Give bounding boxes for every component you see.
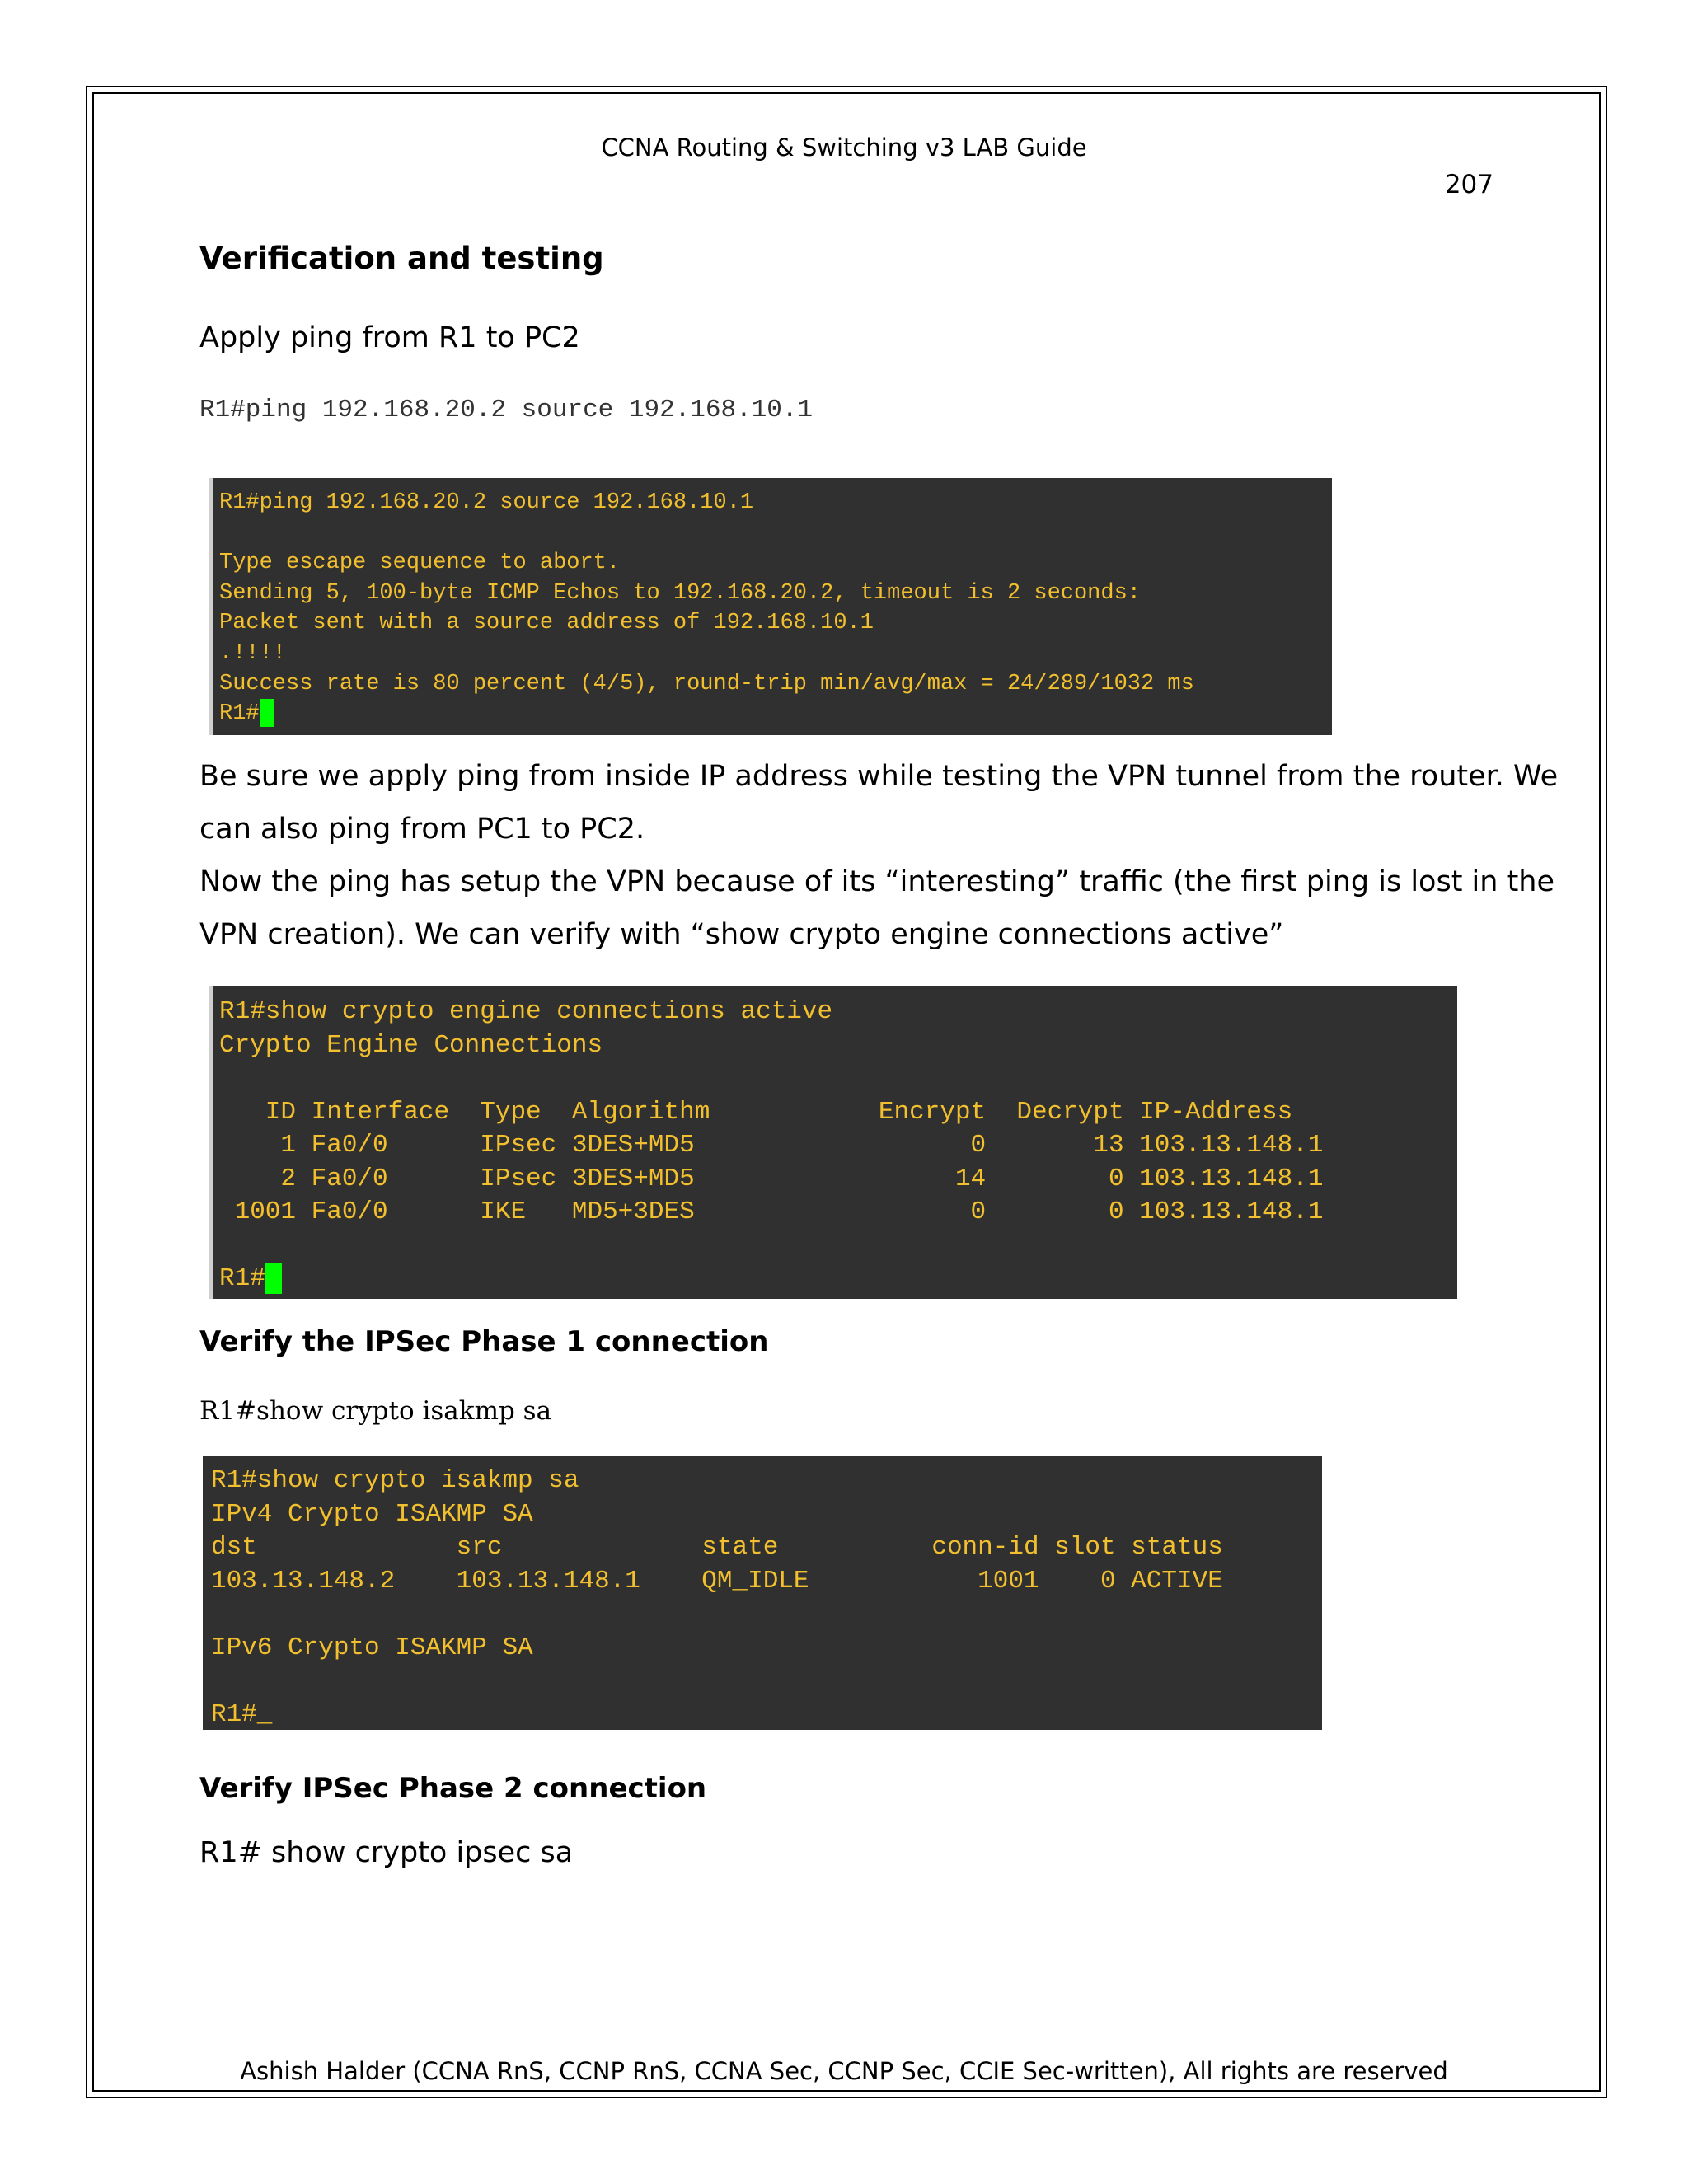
isakmp-command: R1#show crypto isakmp sa (199, 1396, 552, 1426)
terminal-ping-output (209, 478, 1332, 735)
section-heading-phase2: Verify IPSec Phase 2 connection (199, 1772, 707, 1805)
terminal-line: 1001 Fa0/0 IKE MD5+3DES 0 0 103.13.148.1 (219, 1197, 1324, 1226)
terminal-line: dst src state conn-id slot status (211, 1533, 1223, 1562)
intro-text: Apply ping from R1 to PC2 (199, 321, 580, 354)
terminal-line: 2 Fa0/0 IPsec 3DES+MD5 14 0 103.13.148.1 (219, 1164, 1324, 1193)
running-header: CCNA Routing & Switching v3 LAB Guide (601, 134, 1087, 162)
terminal-prompt: R1# (219, 1264, 265, 1293)
terminal-prompt: R1# (219, 701, 260, 727)
paragraph-line: Be sure we apply ping from inside IP address while testing the VPN tunnel from the router. We (199, 760, 1559, 793)
terminal-cursor (265, 1263, 282, 1294)
terminal-ping-lines (213, 478, 1332, 729)
terminal-line: ID Interface Type Algorithm Encrypt Decrypt IP-Address (219, 1097, 1293, 1127)
terminal-crypto-lines (213, 986, 1457, 1296)
footer-copyright: Ashish Halder (CCNA RnS, CCNP RnS, CCNA Sec, CCNP Sec, CCIE Sec-written), All rights are reserved (240, 2057, 1448, 2085)
ping-command: R1#ping 192.168.20.2 source 192.168.10.1 (199, 396, 814, 424)
paragraph-line: Now the ping has setup the VPN because of its “interesting” traffic (the first ping is lost in the (199, 865, 1555, 898)
terminal-isakmp-lines (203, 1456, 1322, 1732)
page-number: 207 (1444, 170, 1493, 199)
terminal-line: Crypto Engine Connections (219, 1030, 603, 1060)
terminal-line: Type escape sequence to abort. (219, 551, 621, 576)
ipsec-command: R1# show crypto ipsec sa (199, 1836, 574, 1869)
terminal-line: IPv4 Crypto ISAKMP SA (211, 1499, 533, 1529)
terminal-isakmp-sa (203, 1456, 1322, 1730)
terminal-line: IPv6 Crypto ISAKMP SA (211, 1633, 533, 1662)
terminal-line: .!!!! (219, 640, 287, 666)
terminal-line: R1#show crypto engine connections active (219, 997, 833, 1026)
section-heading-phase1: Verify the IPSec Phase 1 connection (199, 1325, 769, 1358)
paragraph-line: can also ping from PC1 to PC2. (199, 813, 645, 846)
terminal-line: Packet sent with a source address of 192.168.10.1 (219, 611, 874, 636)
terminal-crypto-engine (209, 986, 1457, 1299)
terminal-line: 103.13.148.2 103.13.148.1 QM_IDLE 1001 0 ACTIVE (211, 1566, 1223, 1596)
terminal-line: 1 Fa0/0 IPsec 3DES+MD5 0 13 103.13.148.1 (219, 1131, 1324, 1160)
terminal-line: Success rate is 80 percent (4/5), round-trip min/avg/max = 24/289/1032 ms (219, 671, 1194, 696)
terminal-line: R1#ping 192.168.20.2 source 192.168.10.1 (219, 490, 754, 515)
terminal-line: Sending 5, 100-byte ICMP Echos to 192.168.20.2, timeout is 2 seconds: (219, 580, 1141, 606)
terminal-cursor (260, 699, 274, 727)
section-heading-verification: Verification and testing (199, 241, 604, 276)
terminal-line: R1#show crypto isakmp sa (211, 1466, 579, 1495)
paragraph-line: VPN creation). We can verify with “show crypto engine connections active” (199, 918, 1284, 951)
terminal-line: R1#_ (211, 1699, 273, 1729)
